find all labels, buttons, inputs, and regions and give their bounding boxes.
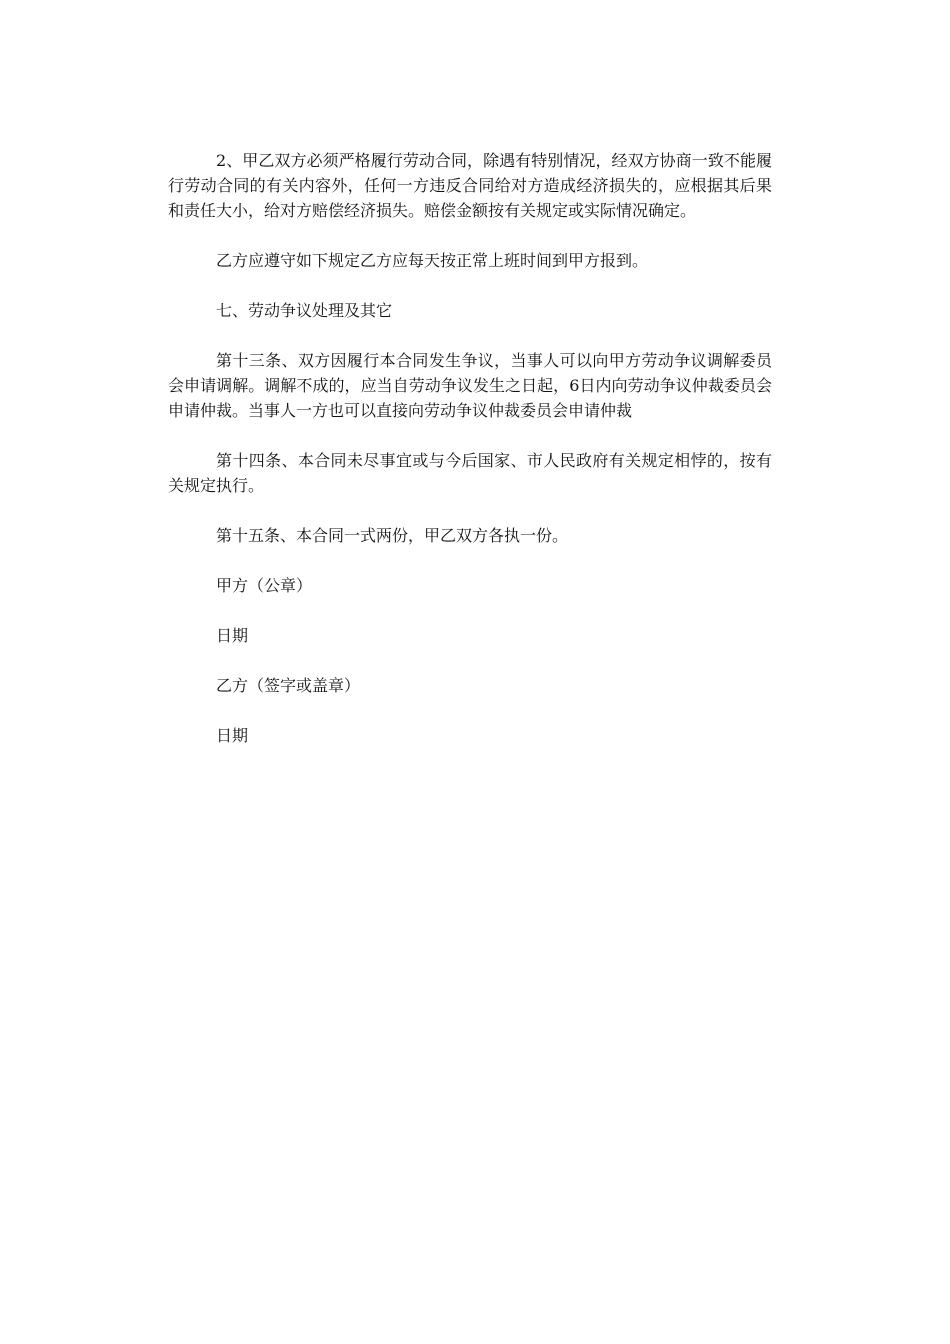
paragraph-article-13: 第十三条、双方因履行本合同发生争议，当事人可以向甲方劳动争议调解委员会申请调解。调解不成的，应当自劳动争议发生之日起，6日内向劳动争议仲裁委员会申请仲裁。当事人一方也可以直接向劳动争议仲裁委员会申请仲裁	[168, 351, 772, 420]
paragraph-compensation: 2、甲乙双方必须严格履行劳动合同，除遇有特别情况，经双方协商一致不能履行劳动合同的有关内容外，任何一方违反合同给对方造成经济损失的，应根据其后果和责任大小，给对方赔偿经济损失。赔偿金额按有关规定或实际情况确定。	[168, 151, 772, 220]
paragraph-article-14: 第十四条、本合同未尽事宜或与今后国家、市人民政府有关规定相悖的，按有关规定执行。	[168, 451, 772, 495]
document-body	[168, 148, 772, 773]
party-a-date-label: 日期	[216, 626, 249, 645]
paragraph-reporting-rule: 乙方应遵守如下规定乙方应每天按正常上班时间到甲方报到。	[216, 251, 649, 270]
party-b-date-label: 日期	[216, 726, 249, 745]
party-a-seal-label: 甲方（公章）	[216, 576, 313, 595]
paragraph-article-15: 第十五条、本合同一式两份，甲乙双方各执一份。	[216, 526, 569, 545]
section-heading-disputes: 七、劳动争议处理及其它	[216, 301, 393, 320]
party-b-signature-label: 乙方（签字或盖章）	[216, 676, 361, 695]
